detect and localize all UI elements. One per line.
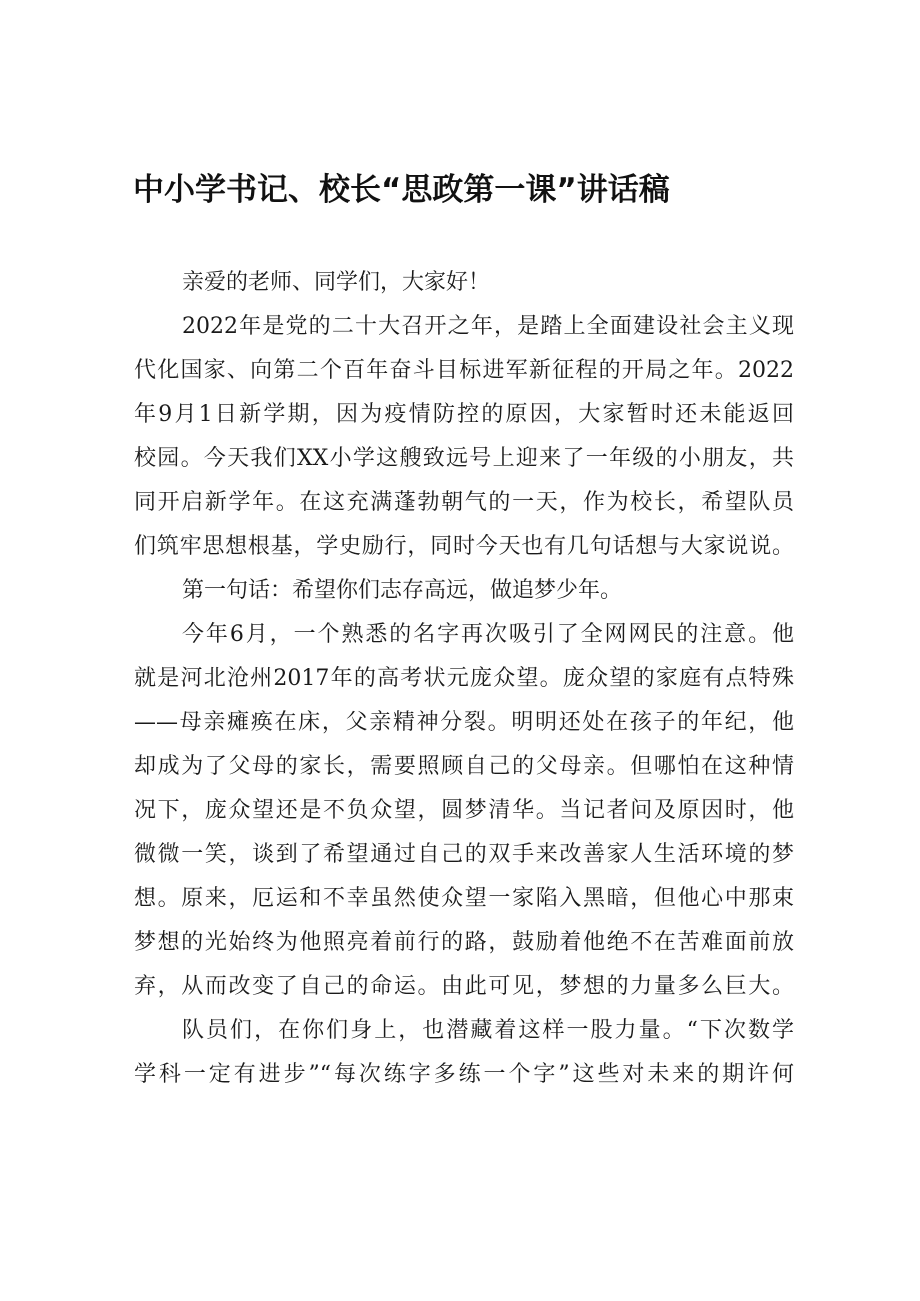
paragraph-greeting — [134, 261, 794, 305]
text-line: 微微一笑，谈到了希望通过自己的双手来改善家人生活环境的梦 — [134, 842, 794, 867]
paragraph-opening — [134, 305, 794, 569]
text-line: 代化国家、向第二个百年奋斗目标进军新征程的开局之年。2022 — [134, 358, 794, 383]
paragraph-story — [134, 613, 794, 1009]
text-line: 2022年是党的二十大召开之年，是踏上全面建设社会主义现 — [182, 314, 794, 339]
text-line: 梦想的光始终为他照亮着前行的路，鼓励着他绝不在苦难面前放 — [134, 930, 794, 955]
document-body — [134, 261, 794, 1097]
text-line: 同开启新学年。在这充满蓬勃朝气的一天，作为校长，希望队员 — [134, 490, 794, 515]
text-line: 弃，从而改变了自己的命运。由此可见，梦想的力量多么巨大。 — [134, 974, 794, 999]
paragraph-encouragement — [134, 1009, 794, 1097]
text-line: 却成为了父母的家长，需要照顾自己的父母亲。但哪怕在这种情 — [134, 754, 794, 779]
paragraph-first-point — [134, 569, 794, 613]
text-line: 校园。今天我们XX小学这艘致远号上迎来了一年级的小朋友，共 — [134, 446, 794, 471]
text-line: 想。原来，厄运和不幸虽然使众望一家陷入黑暗，但他心中那束 — [134, 886, 794, 911]
text-line: 况下，庞众望还是不负众望，圆梦清华。当记者问及原因时，他 — [134, 798, 794, 823]
text-line: 学科一定有进步”“每次练字多练一个字”这些对未来的期许何 — [134, 1062, 794, 1087]
text-line: 年9月1日新学期，因为疫情防控的原因，大家暂时还未能返回 — [134, 402, 794, 427]
text-line: 们筑牢思想根基，学史励行，同时今天也有几句话想与大家说说。 — [134, 534, 794, 559]
text-line: 就是河北沧州2017年的高考状元庞众望。庞众望的家庭有点特殊 — [134, 666, 794, 691]
text-line: 队员们，在你们身上，也潜藏着这样一股力量。“下次数学 — [182, 1018, 794, 1043]
text-line: 亲爱的老师、同学们，大家好！ — [182, 270, 491, 295]
text-line: 今年6月，一个熟悉的名字再次吸引了全网网民的注意。他 — [182, 622, 794, 647]
document-title: 中小学书记、校长“思政第一课”讲话稿 — [133, 172, 670, 208]
text-line: ——母亲瘫痪在床，父亲精神分裂。明明还处在孩子的年纪，他 — [134, 710, 794, 735]
text-line: 第一句话：希望你们志存高远，做追梦少年。 — [182, 578, 623, 603]
